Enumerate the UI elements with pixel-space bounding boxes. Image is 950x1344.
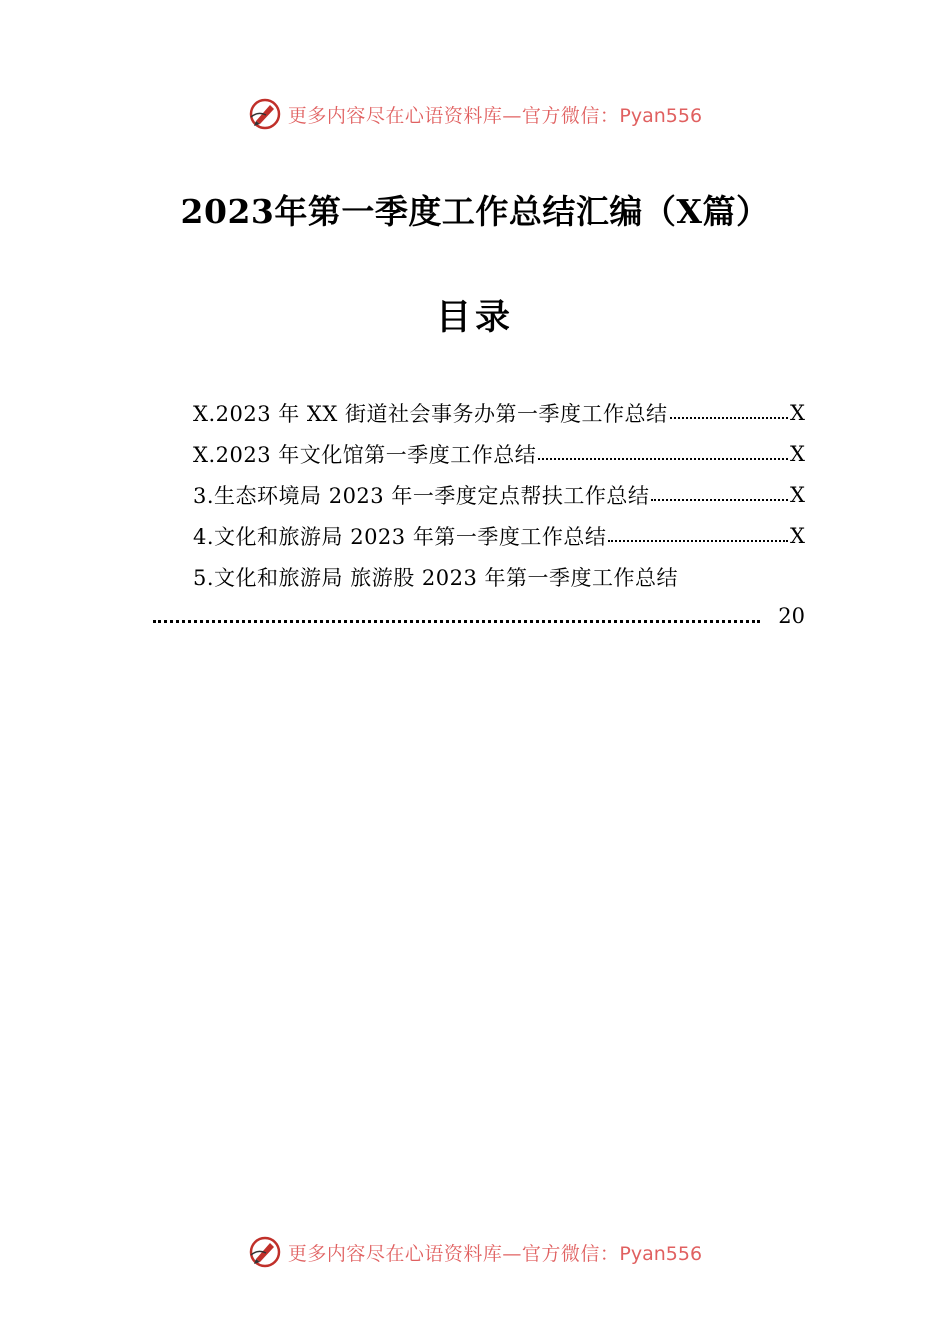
toc-dot-leader — [670, 416, 789, 419]
toc-entry-title: 4.文化和旅游局 2023 年第一季度工作总结 — [193, 524, 607, 549]
toc-entry-page: X — [790, 400, 805, 425]
toc-dot-leader — [651, 498, 788, 501]
toc-entry-page: 20 — [778, 604, 805, 628]
header-banner-text: 更多内容尽在心语资料库—官方微信：Pyan556 — [287, 104, 703, 127]
toc-heading: 目录 — [435, 297, 514, 338]
header-banner — [0, 94, 950, 134]
footer-banner-text: 更多内容尽在心语资料库—官方微信：Pyan556 — [287, 1242, 703, 1265]
toc-entry-title: X.2023 年 XX 街道社会事务办第一季度工作总结 — [193, 401, 668, 426]
document-title: 2023年第一季度工作总结汇编（X篇） — [180, 192, 770, 231]
toc-entry-title: 3.生态环境局 2023 年一季度定点帮扶工作总结 — [193, 483, 650, 508]
footer-banner — [0, 1232, 950, 1272]
pen-logo-icon — [248, 1235, 282, 1269]
toc-entry-page: X — [790, 523, 805, 548]
toc-entry[interactable] — [193, 433, 805, 474]
toc-entry-continuation[interactable] — [153, 597, 805, 635]
table-of-contents — [193, 392, 805, 597]
toc-dot-leader — [608, 539, 788, 542]
toc-entry-page: X — [790, 441, 805, 466]
toc-entry[interactable] — [193, 474, 805, 515]
footer-wechat-id: Pyan556 — [619, 1242, 703, 1265]
toc-entry[interactable] — [193, 515, 805, 556]
toc-entry-title: X.2023 年文化馆第一季度工作总结 — [193, 442, 537, 467]
toc-entry-title: 5.文化和旅游局 旅游股 2023 年第一季度工作总结 — [193, 565, 679, 590]
header-wechat-id: Pyan556 — [619, 104, 703, 127]
toc-entry[interactable] — [193, 556, 805, 597]
toc-entry-page: X — [790, 482, 805, 507]
pen-logo-icon — [248, 97, 282, 131]
toc-entry[interactable] — [193, 392, 805, 433]
toc-dot-leader — [153, 619, 760, 623]
toc-dot-leader — [538, 457, 788, 460]
